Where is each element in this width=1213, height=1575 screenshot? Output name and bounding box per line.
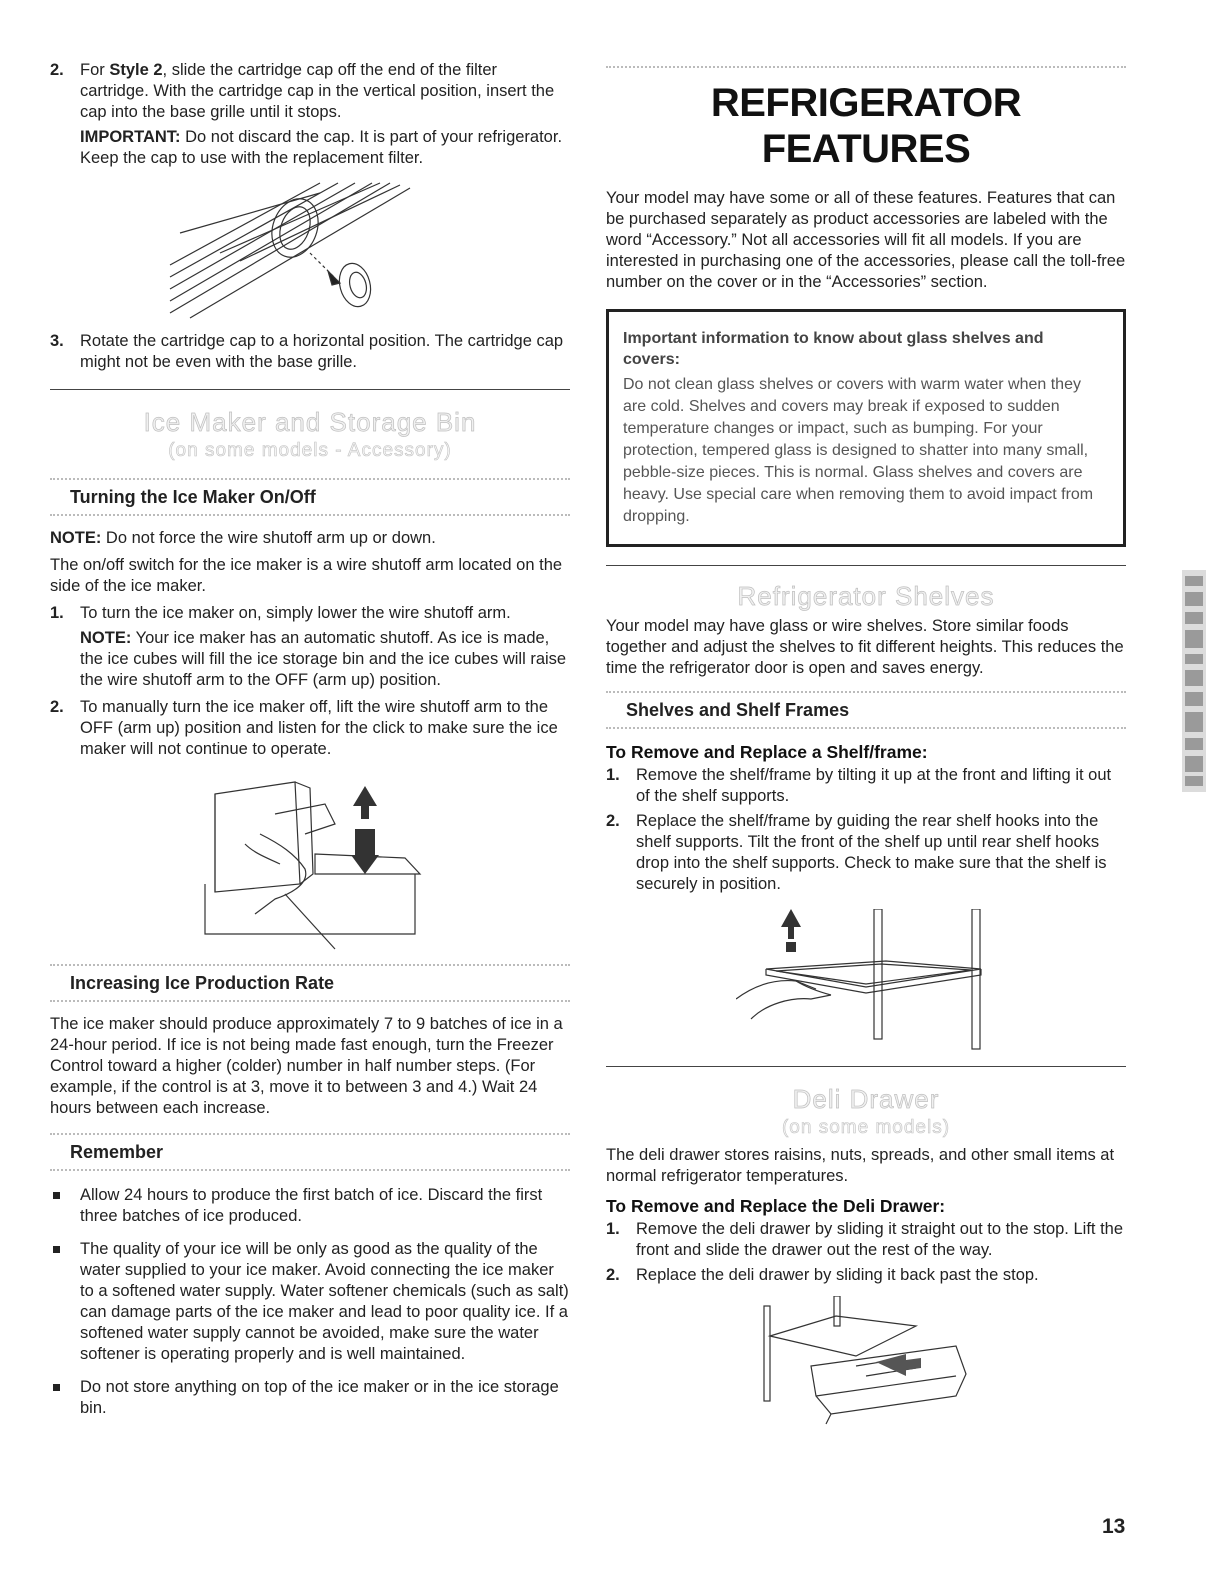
ice-section-subtitle: (on some models - Accessory) [168, 440, 452, 461]
right-column [606, 60, 1126, 1426]
note-label: NOTE: [50, 529, 102, 547]
shelf-frames-heading: Shelves and Shelf Frames [626, 700, 850, 720]
shelves-section-title: Refrigerator Shelves [737, 581, 995, 611]
step-number: 2. [606, 812, 620, 830]
turning-heading: Turning the Ice Maker On/Off [70, 487, 316, 507]
important-note [80, 127, 570, 169]
ice-section-title: Ice Maker and Storage Bin [143, 407, 477, 437]
deli-paragraph: The deli drawer stores raisins, nuts, spreads, and other small items at normal refrigerator temperatures. [606, 1146, 1115, 1185]
note-paragraph [50, 528, 570, 549]
step-text: Replace the shelf/frame by guiding the rear shelf hooks into the shelf supports. Tilt the front of the shelf up until rear shelf hooks drop into the shelf supports. Check to make sure that the shelf is securely in position. [636, 812, 1107, 893]
warning-title: Important information to know about glass shelves and covers: [623, 330, 1044, 368]
subhead-rule-bottom [50, 1000, 570, 1002]
section-divider [606, 1066, 1126, 1067]
shelf-step-1 [606, 765, 1126, 807]
shelf-removal-illustration [736, 909, 996, 1054]
list-item [50, 1377, 570, 1419]
language-tab-icon [1180, 570, 1208, 792]
bullet-icon [53, 1246, 60, 1253]
step-number: 2. [50, 61, 64, 79]
deli-section-title: Deli Drawer [792, 1084, 940, 1114]
section-divider [606, 565, 1126, 566]
deli-section-subtitle: (on some models) [781, 1117, 951, 1138]
title-rule [606, 66, 1126, 68]
bullet-icon [53, 1384, 60, 1391]
important-text: Do not discard the cap. It is part of your refrigerator. Keep the cap to use with the replacement filter. [80, 128, 563, 167]
important-label: IMPORTANT: [80, 128, 181, 146]
step-number: 1. [50, 604, 64, 622]
shelf-step-2 [606, 811, 1126, 895]
remove-shelf-heading: To Remove and Replace a Shelf/frame: [606, 742, 928, 762]
remember-list [50, 1185, 570, 1419]
deli-steps [606, 1219, 1126, 1286]
step-number: 3. [50, 332, 64, 350]
ice-step-1-note [80, 628, 570, 691]
note-text: Your ice maker has an automatic shutoff. As ice is made, the ice cubes will fill the ice storage bin and the ice cubes will raise the wire shutoff arm to the OFF (arm up) position. [80, 629, 567, 689]
increasing-heading: Increasing Ice Production Rate [70, 973, 335, 993]
remember-heading: Remember [70, 1142, 164, 1162]
step-text: Replace the deli drawer by sliding it back past the stop. [636, 1266, 1039, 1284]
step-text: Remove the shelf/frame by tilting it up at the front and lifting it out of the shelf supports. [636, 766, 1112, 805]
shelf-steps [606, 765, 1126, 895]
shelves-paragraph: Your model may have glass or wire shelves. Store similar foods together and adjust the shelves to fit different heights. This reduces the time the refrigerator door is open and saves energy. [606, 617, 1124, 677]
glass-warning-box [606, 309, 1126, 547]
step-text: Rotate the cartridge cap to a horizontal position. The cartridge cap might not be even with the base grille. [80, 332, 564, 371]
step-text: To turn the ice maker on, simply lower the wire shutoff arm. [80, 604, 511, 622]
bullet-icon [53, 1192, 60, 1199]
onoff-paragraph: The on/off switch for the ice maker is a wire shutoff arm located on the side of the ice maker. [50, 556, 563, 595]
list-item [50, 1239, 570, 1365]
left-column [50, 60, 570, 1431]
list-item [50, 1185, 570, 1227]
cartridge-cap-illustration [160, 173, 460, 323]
deli-drawer-illustration [756, 1296, 976, 1426]
step-2-style2 [50, 60, 570, 169]
intro-paragraph: Your model may have some or all of these features. Features that can be purchased separately as product accessories are labeled with the word “Accessory.” Not all accessories will fit all models. If you are interested in purchasing one of the accessories, please call the toll-free number on the cover or in the “Accessories” section. [606, 189, 1126, 291]
subhead-rule-bottom [50, 514, 570, 516]
step-number: 2. [606, 1266, 620, 1284]
step-number: 1. [606, 1220, 620, 1238]
step-text: Remove the deli drawer by sliding it straight out to the stop. Lift the front and slide the drawer out the rest of the way. [636, 1220, 1124, 1259]
list-item-text: The quality of your ice will be only as good as the quality of the water supplied to your ice maker. Avoid connecting the ice maker to a softened water supply. Water softener chemicals (such as salt) can damage parts of the ice maker and lead to poor quality ice. If a softened water supply cannot be avoided, make sure the water softener is operating properly and is well maintained. [80, 1240, 569, 1363]
step-number: 1. [606, 766, 620, 784]
step-number: 2. [50, 698, 64, 716]
page-number: 13 [1102, 1515, 1126, 1538]
step-text: For [80, 61, 110, 79]
increasing-paragraph: The ice maker should produce approximately 7 to 9 batches of ice in a 24-hour period. If ice is not being made fast enough, turn the Freezer Control toward a higher (colder) number in half number steps. (For example, if the control is at 3, move it to between 3 and 4.) Wait 24 hours between each increase. [50, 1015, 563, 1117]
list-item-text: Do not store anything on top of the ice maker or in the ice storage bin. [80, 1378, 559, 1417]
ice-maker-arm-illustration [185, 774, 435, 954]
step-3 [50, 331, 570, 373]
note-label: NOTE: [80, 629, 132, 647]
remove-deli-heading: To Remove and Replace the Deli Drawer: [606, 1196, 946, 1216]
page-title: REFRIGERATOR FEATURES [710, 81, 1022, 171]
step-text: To manually turn the ice maker off, lift the wire shutoff arm to the OFF (arm up) position and listen for the click to make sure the ice maker will not continue to operate. [80, 698, 558, 758]
subhead-rule-bottom [606, 727, 1126, 729]
deli-step-1 [606, 1219, 1126, 1261]
ice-step-1 [50, 603, 570, 691]
deli-step-2 [606, 1265, 1126, 1286]
warning-body: Do not clean glass shelves or covers with warm water when they are cold. Shelves and covers may break if exposed to sudden temperature changes or impact, such as bumping. For your protection, tempered glass is designed to shatter into many small, pebble-size pieces. This is normal. Glass shelves and covers are heavy. Use special care when removing them to avoid impact from dropping. [623, 376, 1094, 525]
style-2-label: Style 2 [109, 61, 163, 79]
step-text: , slide the cartridge cap off the end of the filter cartridge. With the cartridge cap in the vertical position, insert the cap into the base grille until it stops. [80, 61, 555, 121]
section-divider [50, 389, 570, 390]
ice-step-2 [50, 697, 570, 760]
note-text: Do not force the wire shutoff arm up or down. [101, 529, 436, 547]
list-item-text: Allow 24 hours to produce the first batch of ice. Discard the first three batches of ice produced. [80, 1186, 543, 1225]
subhead-rule-bottom [50, 1169, 570, 1171]
